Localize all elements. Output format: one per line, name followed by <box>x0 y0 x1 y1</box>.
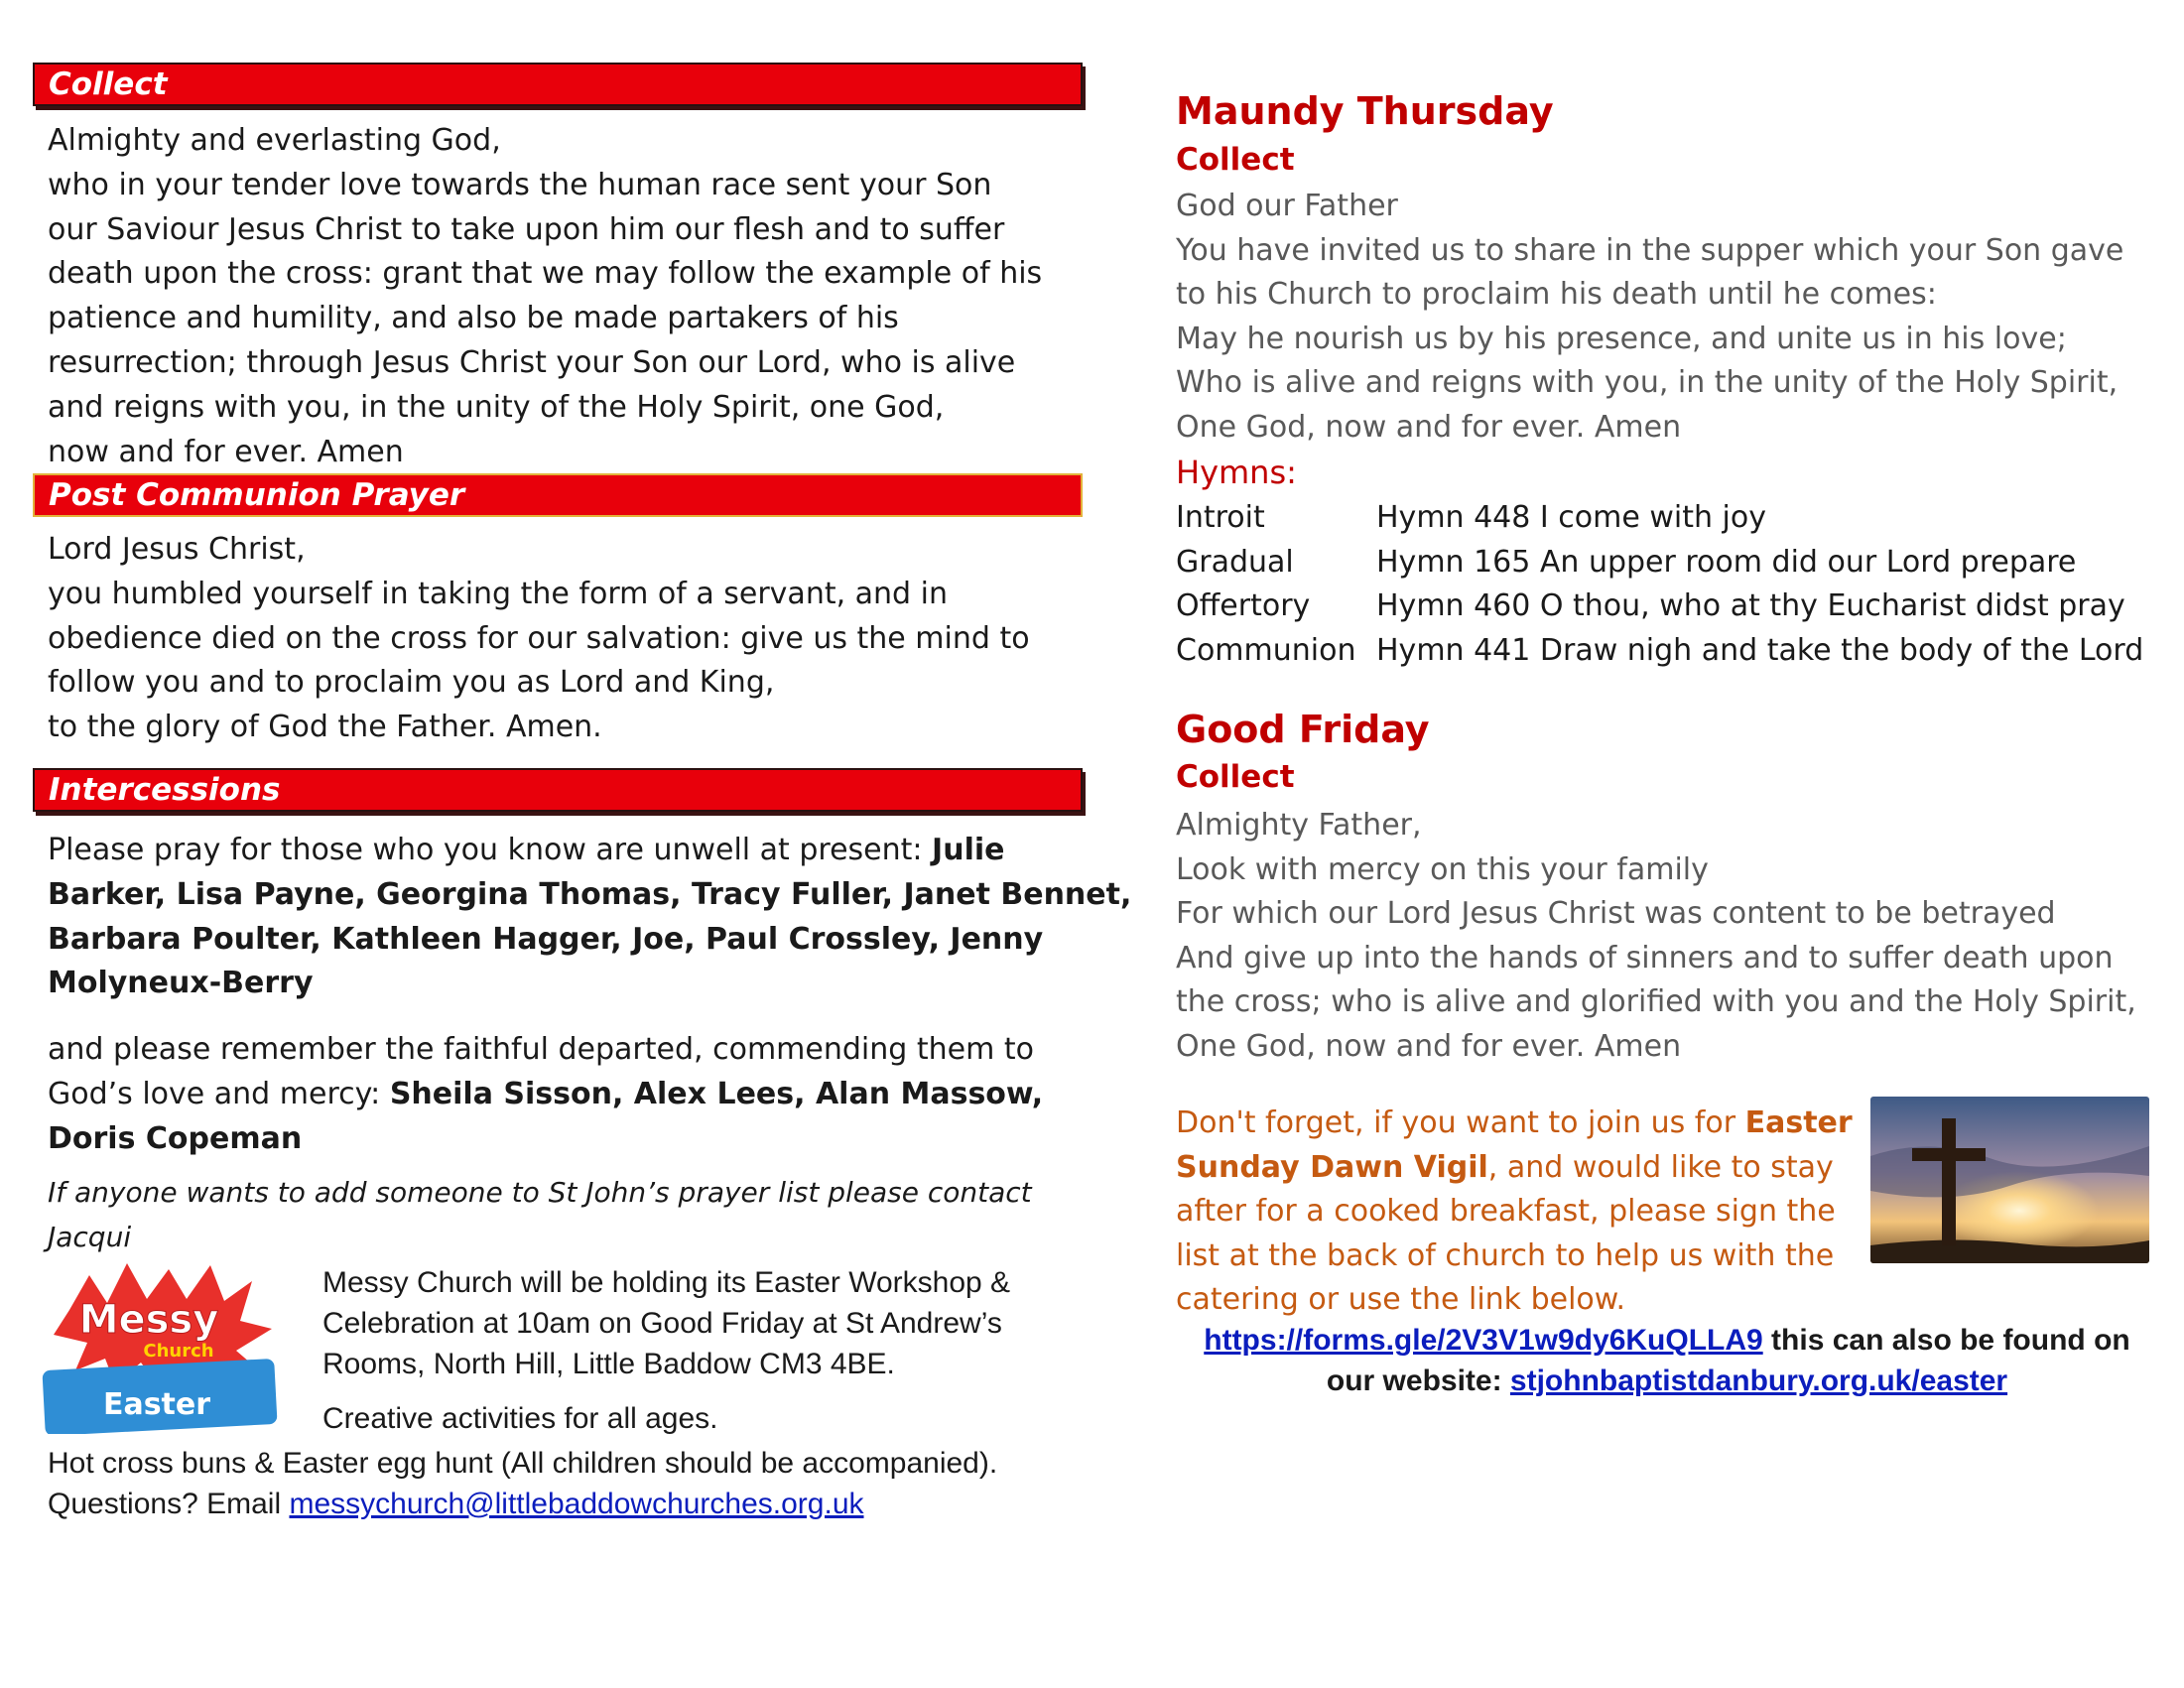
maundy-line: God our Father <box>1176 189 1398 223</box>
unwell-names: Julie <box>932 833 1005 867</box>
cross-icon <box>1942 1118 1956 1245</box>
maundy-line: Who is alive and reigns with you, in the unity of the Holy Spirit, <box>1176 365 2119 401</box>
messy-church-easter-logo <box>30 1255 300 1434</box>
messy-email-link[interactable]: messychurch@littlebaddowchurches.org.uk <box>289 1488 864 1520</box>
unwell-names: Molyneux-Berry <box>48 966 314 1001</box>
vigil-text: catering or use the link below. <box>1176 1282 1626 1318</box>
maundy-line: May he nourish us by his presence, and unite us in his love; <box>1176 321 2067 356</box>
prayer-list-note: If anyone wants to add someone to St John’s prayer list please contact Jacqui <box>48 1176 1032 1253</box>
messy-line: Hot cross buns & Easter egg hunt (All children should be accompanied). <box>48 1447 998 1480</box>
unwell-names: Barbara Poulter, Kathleen Hagger, Joe, Paul Crossley, Jenny <box>48 921 1044 957</box>
good-friday-line: And give up into the hands of sinners and to suffer death upon <box>1176 940 2114 975</box>
hymn-slot: Communion <box>1176 632 1356 668</box>
good-friday-collect-text <box>1176 804 2158 1070</box>
vigil-text: after for a cooked breakfast, please sign the <box>1176 1194 1836 1230</box>
post-communion-line: to the glory of God the Father. Amen. <box>48 710 602 745</box>
post-communion-heading: Post Communion Prayer <box>49 477 465 513</box>
good-friday-title: Good Friday <box>1176 708 1430 751</box>
intercessions-heading: Intercessions <box>49 772 281 808</box>
messy-line: Celebration at 10am on Good Friday at St Andrew’s <box>322 1307 1002 1340</box>
messy-church-text <box>322 1262 1010 1439</box>
vigil-text: list at the back of church to help us with the <box>1176 1237 1835 1273</box>
good-friday-line: the cross; who is alive and glorified with you and the Holy Spirit, <box>1176 984 2136 1020</box>
cross-sunrise-image <box>1870 1097 2149 1263</box>
collect-text <box>48 119 1085 474</box>
departed-line: and please remember the faithful departed, commending them to <box>48 1032 1034 1067</box>
maundy-line: You have invited us to share in the supper which your Son gave <box>1176 232 2124 268</box>
website-prefix: our website: <box>1326 1364 1510 1397</box>
hymn-title: Hymn 448 I come with joy <box>1376 500 1766 535</box>
hymns-heading: Hymns: <box>1176 454 1297 491</box>
collect-line: Almighty and everlasting God, <box>48 123 501 158</box>
messy-church-footer <box>48 1443 997 1524</box>
collect-line: now and for ever. Amen <box>48 434 404 469</box>
unwell-intro: Please pray for those who you know are unwell at present: <box>48 833 933 867</box>
collect-line: and reigns with you, in the unity of the Holy Spirit, one God, <box>48 389 945 425</box>
hymn-row <box>1176 629 2158 674</box>
hymn-row <box>1176 584 2158 629</box>
vigil-bold: Easter <box>1744 1105 1853 1140</box>
good-friday-line: One God, now and for ever. Amen <box>1176 1028 1682 1064</box>
hymn-row <box>1176 496 2158 541</box>
good-friday-line: Look with mercy on this your family <box>1176 851 1709 887</box>
easter-vigil-notice <box>1176 1102 1851 1323</box>
hymn-title: Hymn 460 O thou, who at thy Eucharist didst pray <box>1376 588 2125 624</box>
collect-line: patience and humility, and also be made partakers of his <box>48 301 899 336</box>
collect-line: our Saviour Jesus Christ to take upon him our flesh and to suffer <box>48 211 1005 247</box>
maundy-collect-heading: Collect <box>1176 142 1295 178</box>
collect-line: who in your tender love towards the human race sent your Son <box>48 167 992 202</box>
hymn-title: Hymn 441 Draw nigh and take the body of the Lord <box>1376 632 2144 668</box>
logo-sub: Church <box>143 1341 214 1362</box>
logo-word: Messy <box>78 1297 219 1343</box>
departed-names: Doris Copeman <box>48 1120 303 1156</box>
post-communion-line: follow you and to proclaim you as Lord and King, <box>48 665 775 701</box>
collect-line: death upon the cross: grant that we may follow the example of his <box>48 256 1043 292</box>
departed-names: Sheila Sisson, Alex Lees, Alan Massow, <box>389 1076 1044 1111</box>
hymn-slot: Offertory <box>1176 588 1311 624</box>
maundy-title: Maundy Thursday <box>1176 89 1554 133</box>
collect-banner <box>33 63 1083 106</box>
messy-line: Rooms, North Hill, Little Baddow CM3 4BE. <box>322 1348 895 1380</box>
post-communion-line: obedience died on the cross for our salvation: give us the mind to <box>48 620 1030 656</box>
questions-prefix: Questions? Email <box>48 1488 290 1520</box>
collect-heading: Collect <box>49 66 168 102</box>
maundy-collect-text <box>1176 185 2158 451</box>
post-communion-line: you humbled yourself in taking the form of a servant, and in <box>48 576 948 611</box>
vigil-form-link[interactable]: https://forms.gle/2V3V1w9dy6KuQLLA9 <box>1204 1324 1763 1357</box>
hymn-title: Hymn 165 An upper room did our Lord prepare <box>1376 544 2077 580</box>
vigil-bold: Sunday Dawn Vigil <box>1176 1149 1488 1185</box>
maundy-line: One God, now and for ever. Amen <box>1176 409 1682 445</box>
messy-line: Messy Church will be holding its Easter Workshop & <box>322 1266 1011 1299</box>
unwell-names: Barker, Lisa Payne, Georgina Thomas, Tracy Fuller, Janet Bennet, <box>48 876 1132 912</box>
departed-list <box>48 1028 1085 1161</box>
unwell-list <box>48 829 1132 1006</box>
hymn-slot: Introit <box>1176 500 1265 535</box>
good-friday-line: For which our Lord Jesus Christ was content to be betrayed <box>1176 896 2056 932</box>
post-communion-text <box>48 528 1085 750</box>
intercessions-banner <box>33 768 1083 812</box>
post-communion-line: Lord Jesus Christ, <box>48 532 306 567</box>
hymn-row <box>1176 541 2158 585</box>
good-friday-line: Almighty Father, <box>1176 808 1422 843</box>
hymn-slot: Gradual <box>1176 544 1294 580</box>
collect-line: resurrection; through Jesus Christ your Son our Lord, who is alive <box>48 344 1016 380</box>
post-communion-banner <box>33 473 1083 517</box>
logo-badge: Easter <box>102 1387 211 1422</box>
maundy-line: to his Church to proclaim his death until he comes: <box>1176 277 1937 313</box>
vigil-text: , and would like to stay <box>1487 1149 1834 1185</box>
hymn-list <box>1176 496 2158 673</box>
vigil-links <box>1176 1320 2158 1401</box>
messy-line: Creative activities for all ages. <box>322 1402 718 1435</box>
vigil-link-suffix: this can also be found on <box>1762 1324 2130 1357</box>
website-link[interactable]: stjohnbaptistdanbury.org.uk/easter <box>1509 1364 2008 1397</box>
good-friday-collect-heading: Collect <box>1176 759 1295 795</box>
vigil-text: Don't forget, if you want to join us for <box>1176 1105 1745 1140</box>
departed-intro: God’s love and mercy: <box>48 1076 390 1111</box>
